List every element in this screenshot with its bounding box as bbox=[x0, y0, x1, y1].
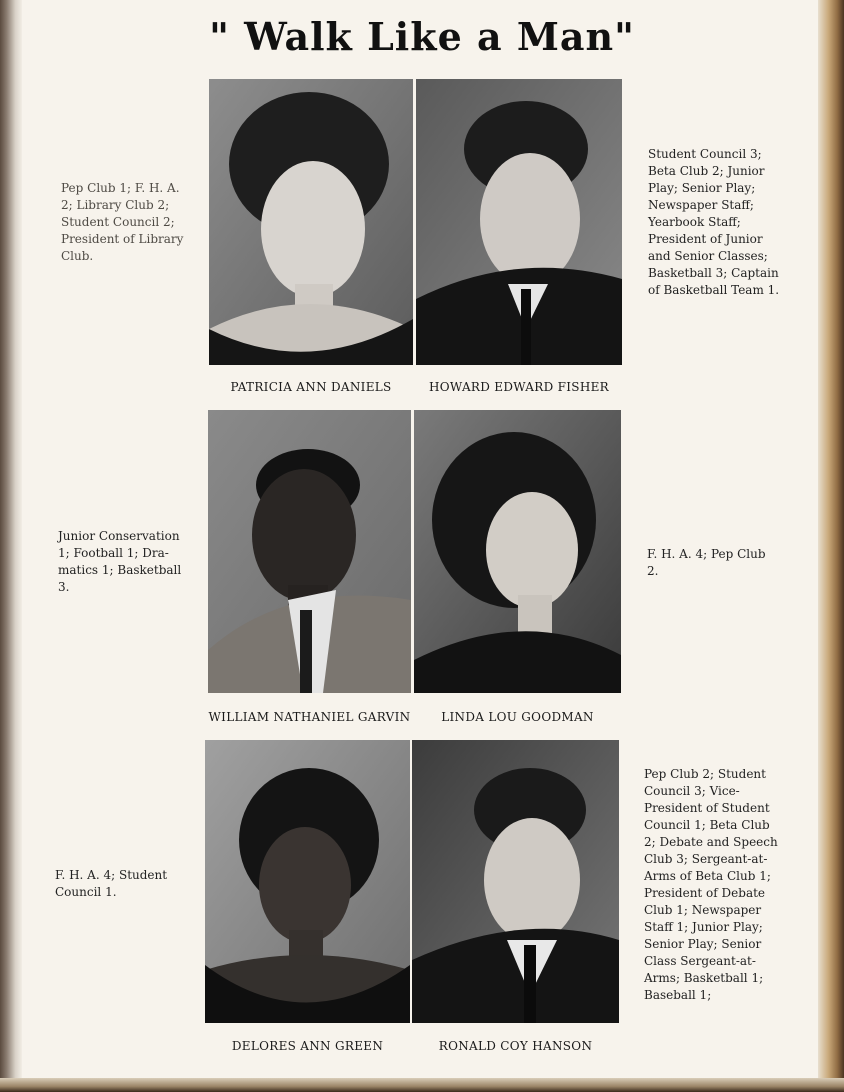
student-name-linda: LINDA LOU GOODMAN bbox=[441, 710, 594, 724]
page-title: " Walk Like a Man" bbox=[209, 14, 635, 59]
student-portrait-howard bbox=[416, 79, 622, 365]
student-name-howard: HOWARD EDWARD FISHER bbox=[429, 380, 609, 394]
student-portrait-linda bbox=[414, 410, 621, 693]
student-name-william: WILLIAM NATHANIEL GARVIN bbox=[208, 710, 411, 724]
student-portrait-patricia bbox=[209, 79, 413, 365]
student-bio-patricia: Pep Club 1; F. H. A. 2; Library Club 2; Student Council 2; President of Library Club. bbox=[61, 181, 184, 263]
student-name-patricia: PATRICIA ANN DANIELS bbox=[230, 380, 392, 394]
student-bio-howard: Student Council 3; Beta Club 2; Junior Play; Senior Play; Newspaper Staff; Yearbook Staff; President of Junior and Senior Classes; Basketball 3; Captain of Basketball Team 1. bbox=[648, 147, 780, 297]
page-edge bbox=[818, 0, 844, 1092]
student-portrait-william bbox=[208, 410, 411, 693]
student-bio-ronald: Pep Club 2; Student Council 3; Vice- President of Student Council 1; Beta Club 2; Debate and Speech Club 3; Sergeant-at- Arms of Beta Club 1; President of Debate Club 1; Newspaper Staff 1; Junior Play; Senior Play; Senior Class Sergeant-at- Arms; Basketball 1; Baseball 1; bbox=[644, 767, 778, 1002]
student-bio-william: Junior Conservation 1; Football 1; Dra- matics 1; Basketball 3. bbox=[58, 529, 182, 594]
student-portrait-delores bbox=[205, 740, 410, 1023]
student-name-delores: DELORES ANN GREEN bbox=[231, 1039, 384, 1053]
student-bio-delores: F. H. A. 4; Student Council 1. bbox=[55, 868, 168, 899]
student-portrait-ronald bbox=[412, 740, 619, 1023]
page-bottom-edge bbox=[0, 1078, 844, 1092]
page-binding bbox=[0, 0, 22, 1092]
student-bio-linda: F. H. A. 4; Pep Club 2. bbox=[647, 547, 766, 578]
student-name-ronald: RONALD COY HANSON bbox=[438, 1039, 593, 1053]
